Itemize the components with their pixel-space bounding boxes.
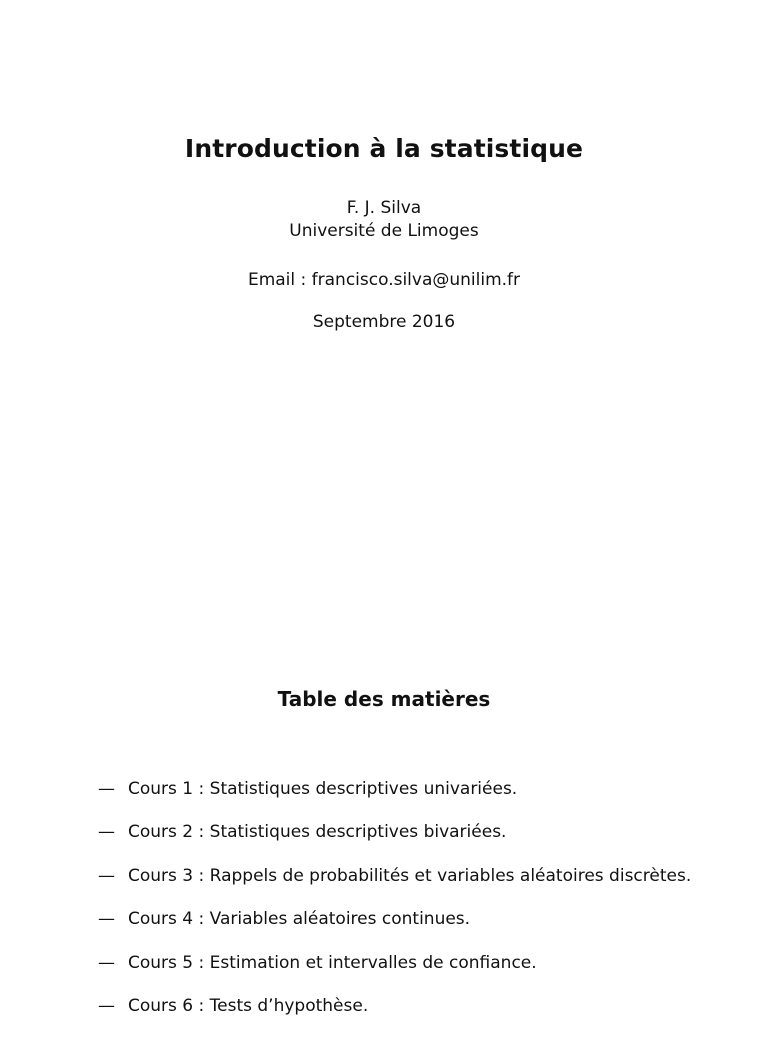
toc-heading: Table des matières (277, 687, 491, 711)
toc-item (98, 822, 691, 865)
toc-item (98, 779, 691, 822)
toc-item-label: Cours 5 : Estimation et intervalles de confiance. (128, 952, 537, 973)
toc-dash: — (98, 995, 115, 1016)
toc-dash: — (98, 952, 115, 973)
author-affiliation: Université de Limoges (289, 221, 479, 241)
toc-dash: — (98, 822, 115, 843)
toc-item (98, 996, 691, 1039)
toc-list (98, 779, 691, 1039)
toc-item (98, 909, 691, 952)
toc-item (98, 866, 691, 909)
toc-item (98, 953, 691, 996)
document-title: Introduction à la statistique (184, 134, 584, 163)
toc-dash: — (98, 909, 115, 930)
toc-item-label: Cours 2 : Statistiques descriptives bivariées. (128, 822, 507, 843)
document-date: Septembre 2016 (312, 312, 456, 332)
toc-item-label: Cours 3 : Rappels de probabilités et variables aléatoires discrètes. (128, 865, 692, 886)
toc-item-label: Cours 1 : Statistiques descriptives univariées. (128, 779, 518, 799)
toc-item-label: Cours 6 : Tests d’hypothèse. (128, 995, 369, 1016)
toc-item-label: Cours 4 : Variables aléatoires continues. (128, 909, 471, 930)
toc-dash: — (98, 865, 115, 886)
author-email: Email : francisco.silva@unilim.fr (247, 270, 521, 290)
toc-dash: — (98, 779, 115, 799)
author-name: F. J. Silva (346, 198, 422, 218)
